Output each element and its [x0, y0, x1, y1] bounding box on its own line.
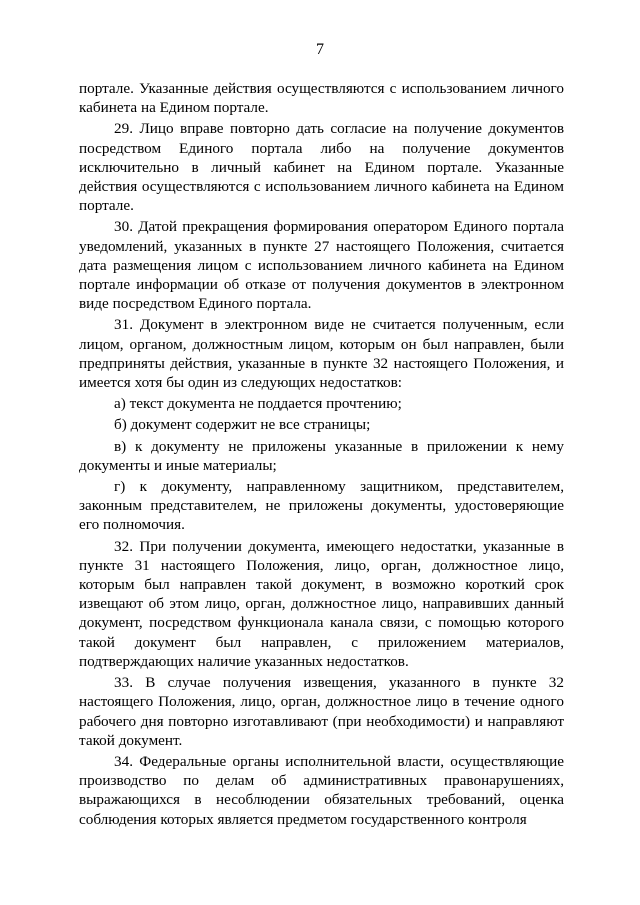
- paragraph-31-c: в) к документу не приложены указанные в приложении к нему документы и иные материалы;: [79, 437, 564, 474]
- page-number: 7: [316, 41, 324, 58]
- paragraph-30: 30. Датой прекращения формирования оператором Единого портала уведомлений, указанных в пункте 27 настоящего Положения, считается дата размещения лицом с использованием личного кабинета на Едином портале информации об отказе от получения документов в электронном виде посредством Единого портала.: [79, 218, 564, 313]
- document-body: [79, 79, 564, 831]
- paragraph-34: 34. Федеральные органы исполнительной власти, осуществляющие производство по делам об административных правонарушениях, выражающихся в несоблюдении обязательных требований, оценка соблюдения которых является предметом государственного контроля: [79, 752, 564, 828]
- paragraph-31: 31. Документ в электронном виде не считается полученным, если лицом, органом, должностным лицом, которым он был направлен, были предприняты действия, указанные в пункте 32 настоящего Положения, и имеется хотя бы один из следующих недостатков:: [79, 316, 564, 392]
- paragraph-32: 32. При получении документа, имеющего недостатки, указанные в пункте 31 настоящего Положения, лицо, орган, должностное лицо, которым был направлен такой документ, в возможно короткий срок извещают об этом лицо, орган, должностное лицо, направивших данный документ, посредством функционала канала связи, с помощью которого такой документ был направлен, с приложением материалов, подтверждающих наличие указанных недостатков.: [79, 537, 564, 670]
- paragraph-31-a: а) текст документа не поддается прочтению;: [114, 395, 402, 413]
- paragraph-continuation: портале. Указанные действия осуществляются с использованием личного кабинета на Едином портале.: [79, 80, 564, 117]
- paragraph-31-b: б) документ содержит не все страницы;: [114, 416, 371, 434]
- paragraph-29: 29. Лицо вправе повторно дать согласие на получение документов посредством Единого портала либо на получение документов исключительно в личный кабинет на Едином портале. Указанные действия осуществляются с использованием личного кабинета на Едином портале.: [79, 120, 564, 215]
- paragraph-31-d: г) к документу, направленному защитником, представителем, законным представителем, не приложены документы, удостоверяющие его полномочия.: [79, 478, 564, 534]
- paragraph-33: 33. В случае получения извещения, указанного в пункте 32 настоящего Положения, лицо, орган, должностное лицо в течение одного рабочего дня повторно изготавливают (при необходимости) и направляют такой документ.: [79, 674, 564, 749]
